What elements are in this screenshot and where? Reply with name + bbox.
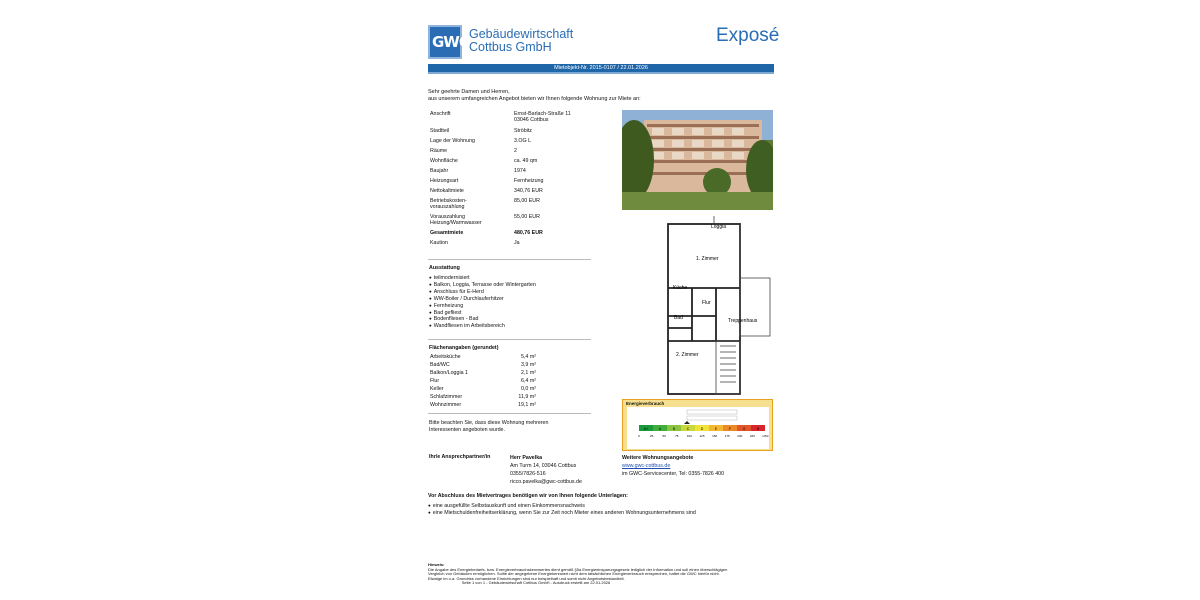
energy-scale-tick: >250 — [761, 434, 769, 438]
area-value: 19,1 m² — [518, 402, 536, 408]
fact-label-text: Lage der Wohnung — [430, 138, 475, 144]
fact-label-text: Anschrift — [430, 111, 451, 117]
equipment-section — [429, 265, 536, 330]
floor-plan-drawing — [656, 216, 774, 398]
contact-address: Am Turm 14, 03046 Cottbus — [510, 463, 577, 469]
footer-text: Vergleich von Gebäuden ermöglichen. Sollte der angegebene Energiekennwert nicht dem tatsächlichen Energieverbrauch entsprechen, haftet die GWC hierfür nicht. — [428, 571, 720, 577]
fact-value-text: 85,00 EUR — [514, 198, 540, 204]
area-label: Arbeitsküche — [430, 354, 461, 360]
fact-label-text: Nettokaltmiete — [430, 188, 464, 194]
logo-text: GWC — [432, 33, 469, 51]
fact-value — [512, 230, 573, 236]
fact-label — [428, 214, 512, 226]
area-row — [429, 377, 537, 385]
note-line2: Interessenten angeboten wurde. — [429, 426, 505, 433]
footer-text: Etwaige im o.a. Grundriss vorhandene Einrichtungen sind nur beispielhaft und somit nicht Angebotsbestandteil. — [428, 575, 625, 581]
energy-scale-tick: 175 — [724, 434, 730, 438]
fact-label-text: Vorauszahlung — [430, 214, 466, 220]
fact-value — [512, 178, 573, 184]
fact-value-text: 3.OG L — [514, 138, 532, 144]
area-value: 11,9 m² — [518, 394, 536, 400]
energy-scale-tick: 125 — [699, 434, 705, 438]
equipment-item: ● Anschluss für E-Herd — [429, 289, 536, 296]
areas-table — [429, 353, 537, 409]
energy-class-label: E — [714, 426, 718, 431]
area-row — [429, 361, 537, 369]
building-photo-image — [622, 110, 773, 210]
object-number-bar — [428, 64, 774, 74]
fact-value-text: Ernst-Barlach-Straße 11 — [514, 111, 571, 117]
note-line1: Bitte beachten Sie, dass diese Wohnung mehreren — [429, 420, 549, 426]
company-logo — [428, 25, 469, 59]
fact-value-text: Ja — [514, 240, 520, 246]
availability-note — [429, 420, 548, 433]
document-title: Exposé — [716, 25, 780, 46]
apartment-facts-table — [428, 111, 573, 250]
energy-scale-tick: 225 — [749, 434, 755, 438]
footer-text: Die Angabe des Energiebedarfs- bzw. Energieverbrauchskennwertes dient gemäß §5a Energieeinsparungsgesetz lediglich der Information und soll einen überschlägigen — [428, 566, 728, 572]
intro-offer: aus unserem umfangreichen Angebot bieten wir Ihnen folgende Wohnung zur Miete an: — [428, 95, 641, 102]
energy-class-label: D — [700, 426, 704, 431]
energy-class-label: B — [672, 426, 676, 431]
room-label: 1. Zimmer — [696, 256, 719, 262]
footer-heading: Hinweis: — [428, 562, 445, 567]
fact-value-text: 2 — [514, 148, 517, 154]
fact-row — [428, 111, 573, 123]
fact-value — [512, 188, 573, 194]
area-row — [429, 393, 537, 401]
fact-value — [512, 148, 573, 154]
area-label: Schlafzimmer — [430, 394, 463, 400]
fact-value — [512, 168, 573, 174]
intro-text — [428, 89, 641, 102]
company-name-line2: Cottbus GmbH — [469, 40, 552, 54]
area-label: Balkon/Loggia 1 — [430, 370, 468, 376]
energy-scale-tick: 200 — [737, 434, 743, 438]
more-offers-block — [622, 454, 724, 478]
energy-class-label: C — [686, 426, 690, 431]
fact-value-text: ca. 49 qm — [514, 158, 538, 164]
areas-section — [429, 345, 537, 409]
area-value: 5,4 m² — [520, 354, 536, 360]
area-value: 6,4 m² — [520, 378, 536, 384]
fact-value-text: 480,76 EUR — [514, 230, 543, 236]
energy-class-label: G — [742, 426, 746, 431]
divider — [428, 339, 591, 340]
equipment-item: ● Wandfliesen im Arbeitsbereich — [429, 323, 536, 330]
energy-indicator-arrow — [684, 421, 690, 424]
divider — [428, 413, 591, 414]
energy-scale-tick: 50 — [662, 434, 666, 438]
room-label: Loggia — [711, 224, 727, 230]
fact-label — [428, 111, 512, 123]
area-label: Keller — [430, 386, 444, 392]
fact-value — [512, 128, 573, 134]
fact-value — [512, 240, 573, 246]
fact-value-text: Fernheizung — [514, 178, 544, 184]
footer-notice — [428, 563, 774, 586]
energy-scale — [627, 407, 769, 449]
document-item: ● eine ausgefüllte Selbstauskunft und einen Einkommensnachweis — [428, 503, 696, 510]
room-label: 2. Zimmer — [676, 352, 699, 358]
energy-scale-panel — [627, 407, 769, 449]
fact-label-text: Betriebskosten- — [430, 198, 467, 204]
page-footer: Seite 1 von 1 - Gebäudewirtschaft Cottbus GmbH - Ausdruck erstellt am 22.01.2026 — [461, 580, 611, 586]
area-row — [429, 385, 537, 393]
equipment-item: ● WW-Boiler / Durchlauferhitzer — [429, 296, 536, 303]
energy-scale-tick: 100 — [686, 434, 692, 438]
equipment-item: ● teilmodernisiert — [429, 275, 536, 282]
energy-scale-tick: 75 — [675, 434, 679, 438]
fact-value — [512, 111, 573, 123]
spacer — [428, 246, 512, 250]
fact-value — [512, 158, 573, 164]
contact-email[interactable]: ricco.pavelka@gwc-cottbus.de — [510, 479, 582, 485]
energy-class-label: A+ — [643, 426, 649, 431]
intro-greeting: Sehr geehrte Damen und Herren, — [428, 89, 510, 95]
equipment-title: Ausstattung — [429, 265, 460, 271]
fact-value — [512, 138, 573, 144]
fact-value-text: 1974 — [514, 168, 526, 174]
company-name — [469, 28, 573, 54]
documents-list — [428, 503, 696, 517]
energy-scale-tick: 25 — [649, 434, 654, 438]
fact-label-text: Baujahr — [430, 168, 449, 174]
fact-row — [428, 198, 573, 210]
fact-spacer — [428, 246, 573, 250]
fact-label-text: Heizung/Warmwasser — [430, 220, 482, 226]
area-row — [429, 369, 537, 377]
areas-title: Flächenangaben (gerundet) — [429, 345, 499, 351]
fact-value — [512, 214, 573, 226]
room-label: Küche — [673, 285, 688, 291]
area-value: 0,0 m² — [520, 386, 536, 392]
fact-label-text: Stadtteil — [430, 128, 450, 134]
service-center-info: im GWC-Servicecenter, Tel: 0355-7826 400 — [622, 471, 725, 477]
energy-scale-tick: 0 — [638, 434, 640, 438]
fact-label-text: vorauszahlung — [430, 204, 465, 210]
room-label: Bad — [674, 315, 683, 321]
object-number-text: Mietobjekt-Nr. 2015-0107 / 22.01.2026 — [554, 65, 648, 71]
floor-plan — [656, 216, 774, 398]
contact-label: Ihr/e Ansprechpartner/in — [429, 454, 491, 460]
area-label: Wohnzimmer — [430, 402, 462, 408]
contact-name: Herr Pavelka — [510, 455, 543, 461]
area-row — [429, 401, 537, 409]
energy-class-label: F — [728, 426, 732, 431]
building-photo — [622, 110, 773, 210]
area-label: Flur — [430, 378, 440, 384]
fact-value-text: Ströbitz — [514, 128, 532, 134]
documents-title: Vor Abschluss des Mietvertrages benötigen wir von Ihnen folgende Unterlagen: — [428, 493, 628, 499]
energy-class-label: H — [756, 426, 760, 431]
fact-value-text: 03046 Cottbus — [514, 117, 549, 123]
equipment-item: ● Bad gefliest — [429, 310, 536, 317]
energy-class-label: A — [658, 426, 662, 431]
contact-block — [510, 454, 582, 486]
equipment-item: ● Bodenfliesen - Bad — [429, 316, 536, 323]
area-value: 2,1 m² — [520, 370, 536, 376]
divider — [428, 259, 591, 260]
fact-label-text: Wohnfläche — [430, 158, 458, 164]
room-label: Treppenhaus — [728, 318, 758, 324]
area-label: Bad/WC — [430, 362, 450, 368]
equipment-list — [429, 275, 536, 330]
area-value: 3,9 m² — [520, 362, 536, 368]
fact-value — [512, 198, 573, 210]
website-link[interactable]: www.gwc-cottbus.de — [622, 463, 671, 469]
fact-label-text: Gesamtmiete — [430, 230, 464, 236]
fact-value-text: 55,00 EUR — [514, 214, 540, 220]
document-item: ● eine Mietschuldenfreiheitserklärung, wenn Sie zur Zeit noch Mieter eines anderen Wohnungsunternehmens sind — [428, 510, 696, 517]
equipment-item: ● Fernheizung — [429, 303, 536, 310]
company-name-line1: Gebäudewirtschaft — [469, 27, 574, 41]
equipment-item: ● Balkon, Loggia, Terrasse oder Wintergarten — [429, 282, 536, 289]
fact-label-text: Heizungsart — [430, 178, 459, 184]
area-row — [429, 353, 537, 361]
energy-label — [622, 399, 773, 451]
fact-label-text: Kaution — [430, 240, 448, 246]
fact-value-text: 340,76 EUR — [514, 188, 543, 194]
energy-scale-tick: 150 — [712, 434, 718, 438]
room-label: Flur — [702, 300, 711, 306]
fact-label — [428, 198, 512, 210]
energy-title: Energieverbrauch — [626, 401, 665, 406]
more-offers-title: Weitere Wohnungsangebote — [622, 455, 694, 461]
fact-label-text: Räume — [430, 148, 448, 154]
contact-phone: 0355/7826-516 — [510, 471, 546, 477]
fact-row — [428, 214, 573, 226]
